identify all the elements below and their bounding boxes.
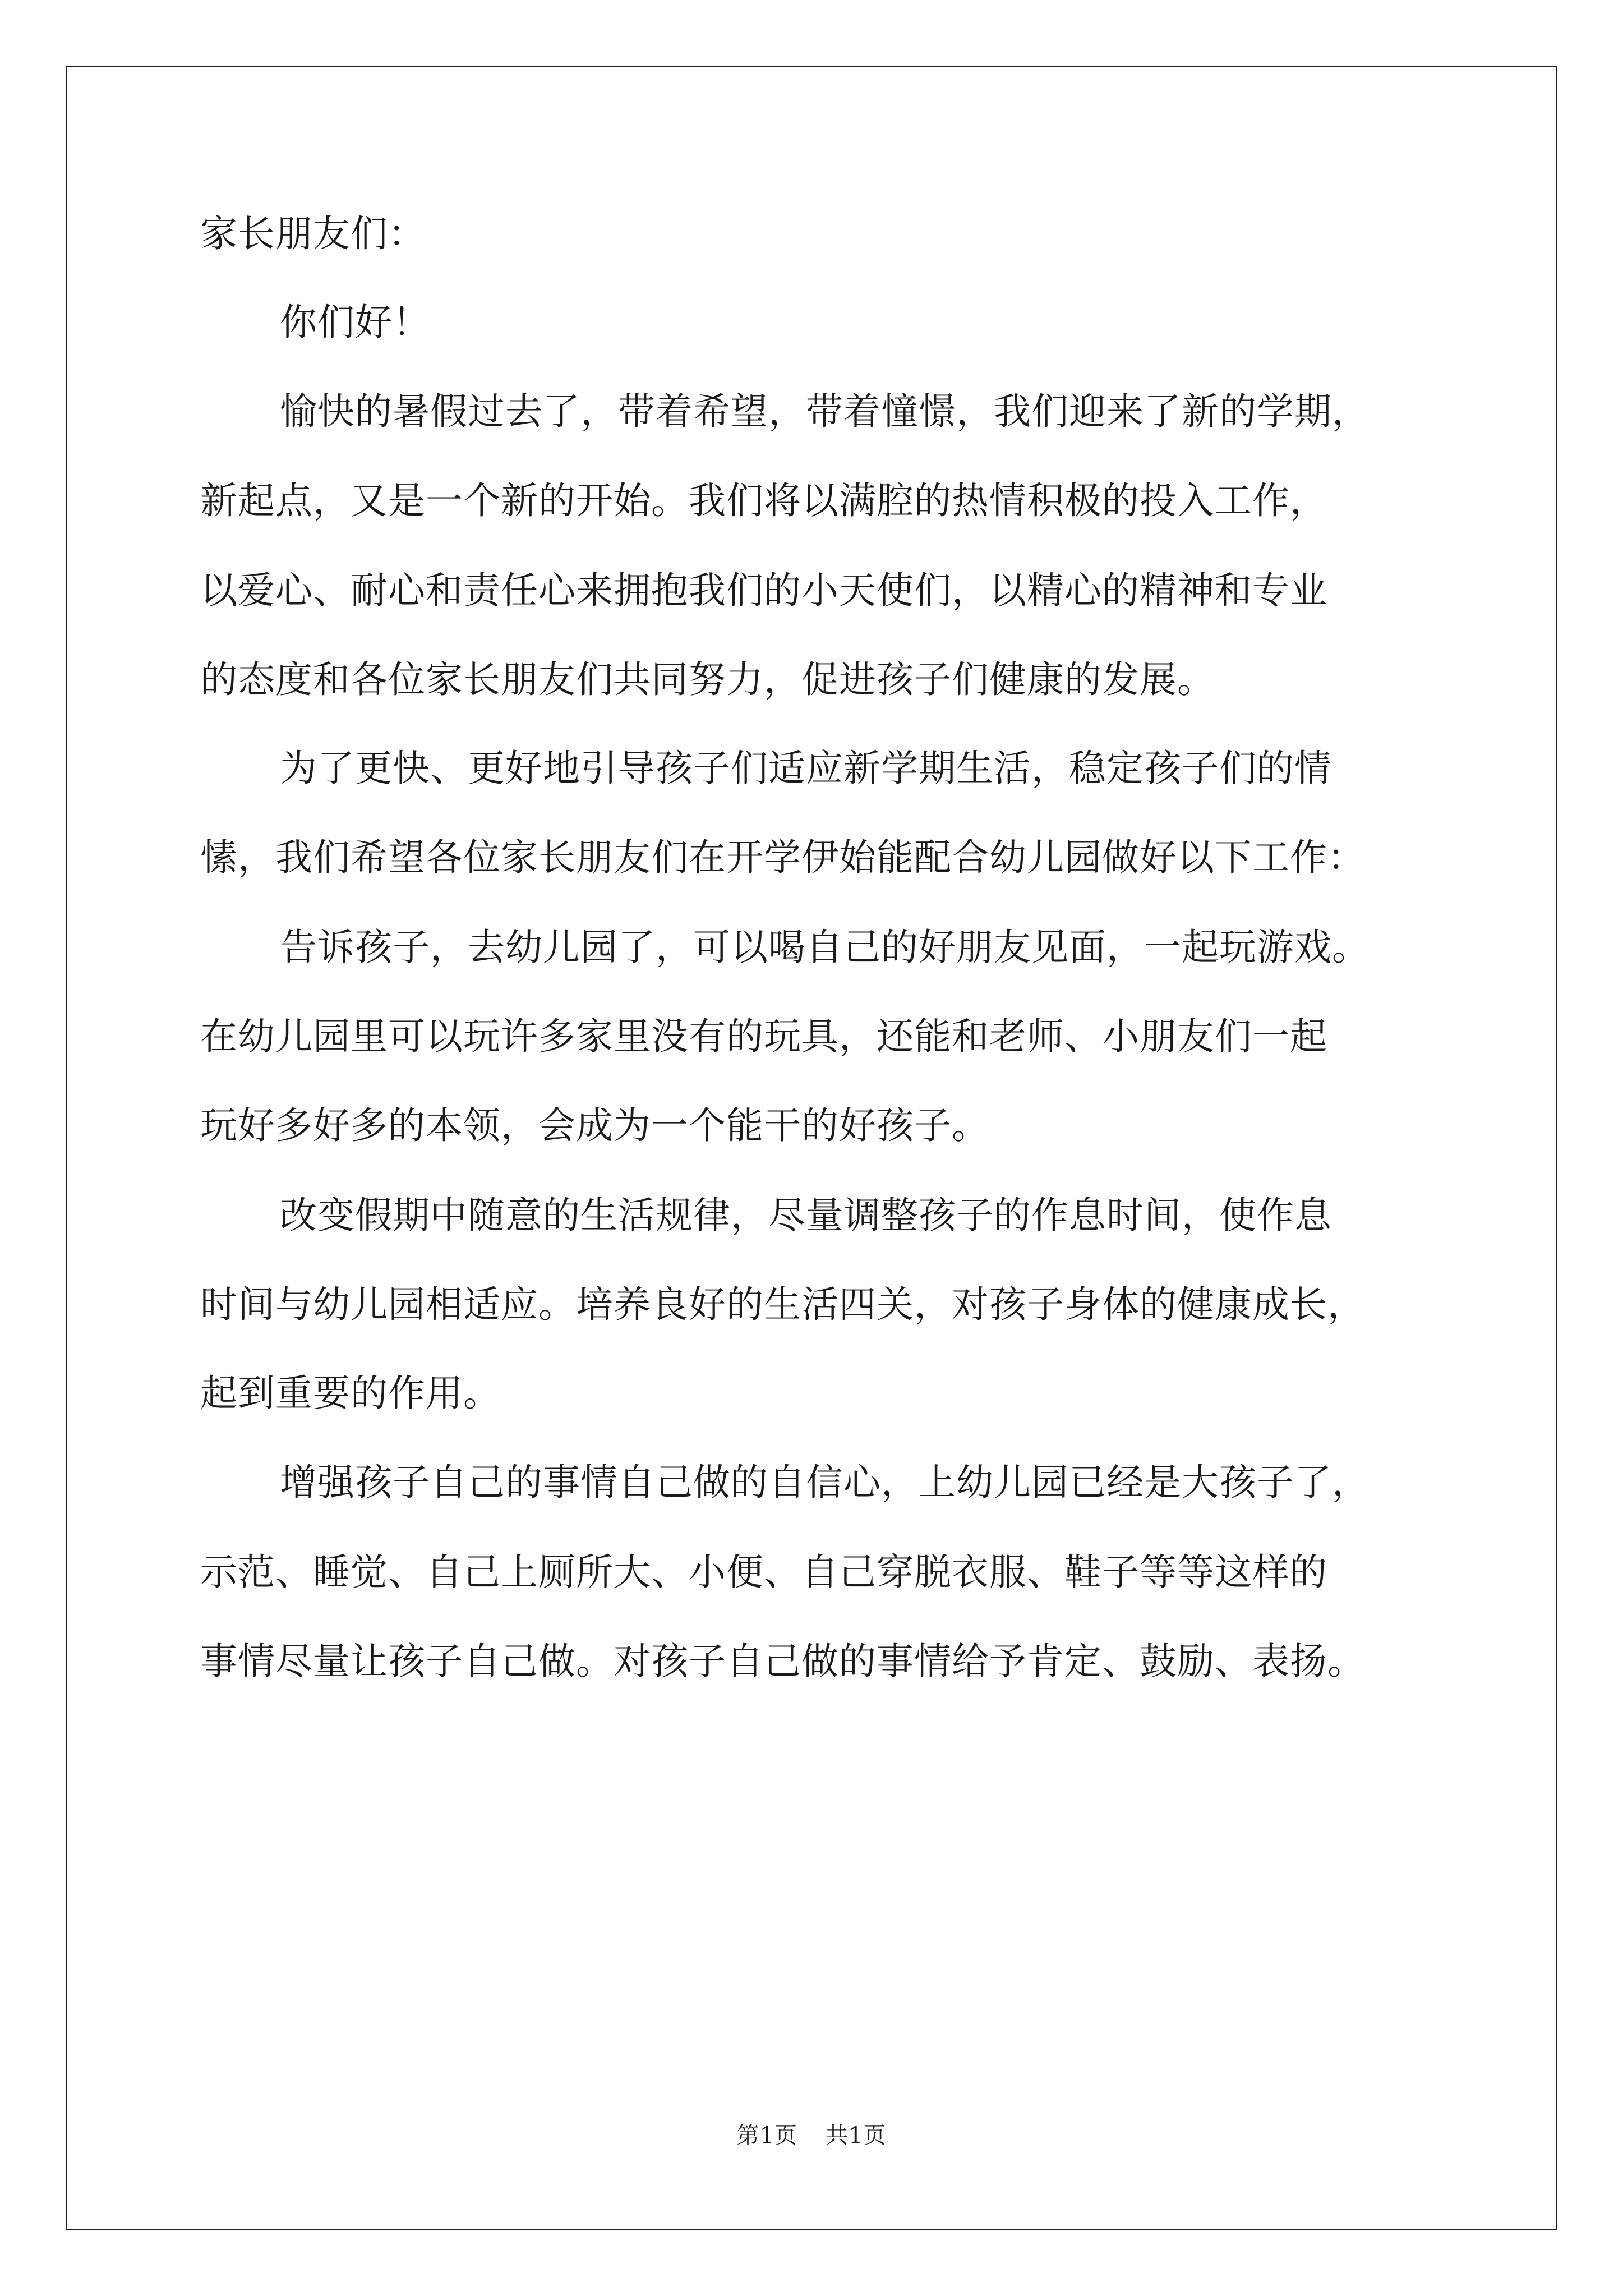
- greeting: 你们好！: [280, 301, 430, 344]
- paragraph-line: 告诉孩子，去幼儿园了，可以喝自己的好朋友见面，一起玩游戏。: [280, 926, 1370, 969]
- paragraph-line: 改变假期中随意的生活规律，尽量调整孩子的作息时间，使作息: [280, 1194, 1332, 1237]
- paragraph-line: 事情尽量让孩子自己做。对孩子自己做的事情给予肯定、鼓励、表扬。: [200, 1640, 1365, 1683]
- paragraph-line: 示范、睡觉、自己上厕所大、小便、自己穿脱衣服、鞋子等等这样的: [200, 1550, 1327, 1594]
- paragraph-line: 起到重要的作用。: [200, 1372, 501, 1415]
- paragraph-line: 为了更快、更好地引导孩子们适应新学期生活，稳定孩子们的情: [280, 747, 1332, 790]
- paragraph-line: 在幼儿园里可以玩许多家里没有的玩具，还能和老师、小朋友们一起: [200, 1015, 1327, 1058]
- paragraph-line: 以爱心、耐心和责任心来拥抱我们的小天使们，以精心的精神和专业: [200, 569, 1327, 612]
- paragraph-line: 时间与幼儿园相适应。培养良好的生活四关，对孩子身体的健康成长，: [200, 1283, 1365, 1326]
- paragraph-line: 愉快的暑假过去了，带着希望，带着憧憬，我们迎来了新的学期，: [280, 390, 1370, 433]
- page-footer: [0, 2122, 1623, 2150]
- paragraph-line: 新起点，又是一个新的开始。我们将以满腔的热情积极的投入工作，: [200, 479, 1327, 522]
- page-total: 共1页: [826, 2123, 887, 2148]
- paragraph-line: 玩好多好多的本领，会成为一个能干的好孩子。: [200, 1104, 989, 1147]
- paragraph-line: 增强孩子自己的事情自己做的自信心，上幼儿园已经是大孩子了，: [280, 1461, 1370, 1504]
- paragraph-line: 的态度和各位家长朋友们共同努力，促进孩子们健康的发展。: [200, 658, 1215, 701]
- paragraph-line: 愫，我们希望各位家长朋友们在开学伊始能配合幼儿园做好以下工作：: [200, 836, 1365, 879]
- salutation: 家长朋友们：: [200, 212, 426, 255]
- page-number: 第1页: [736, 2123, 797, 2148]
